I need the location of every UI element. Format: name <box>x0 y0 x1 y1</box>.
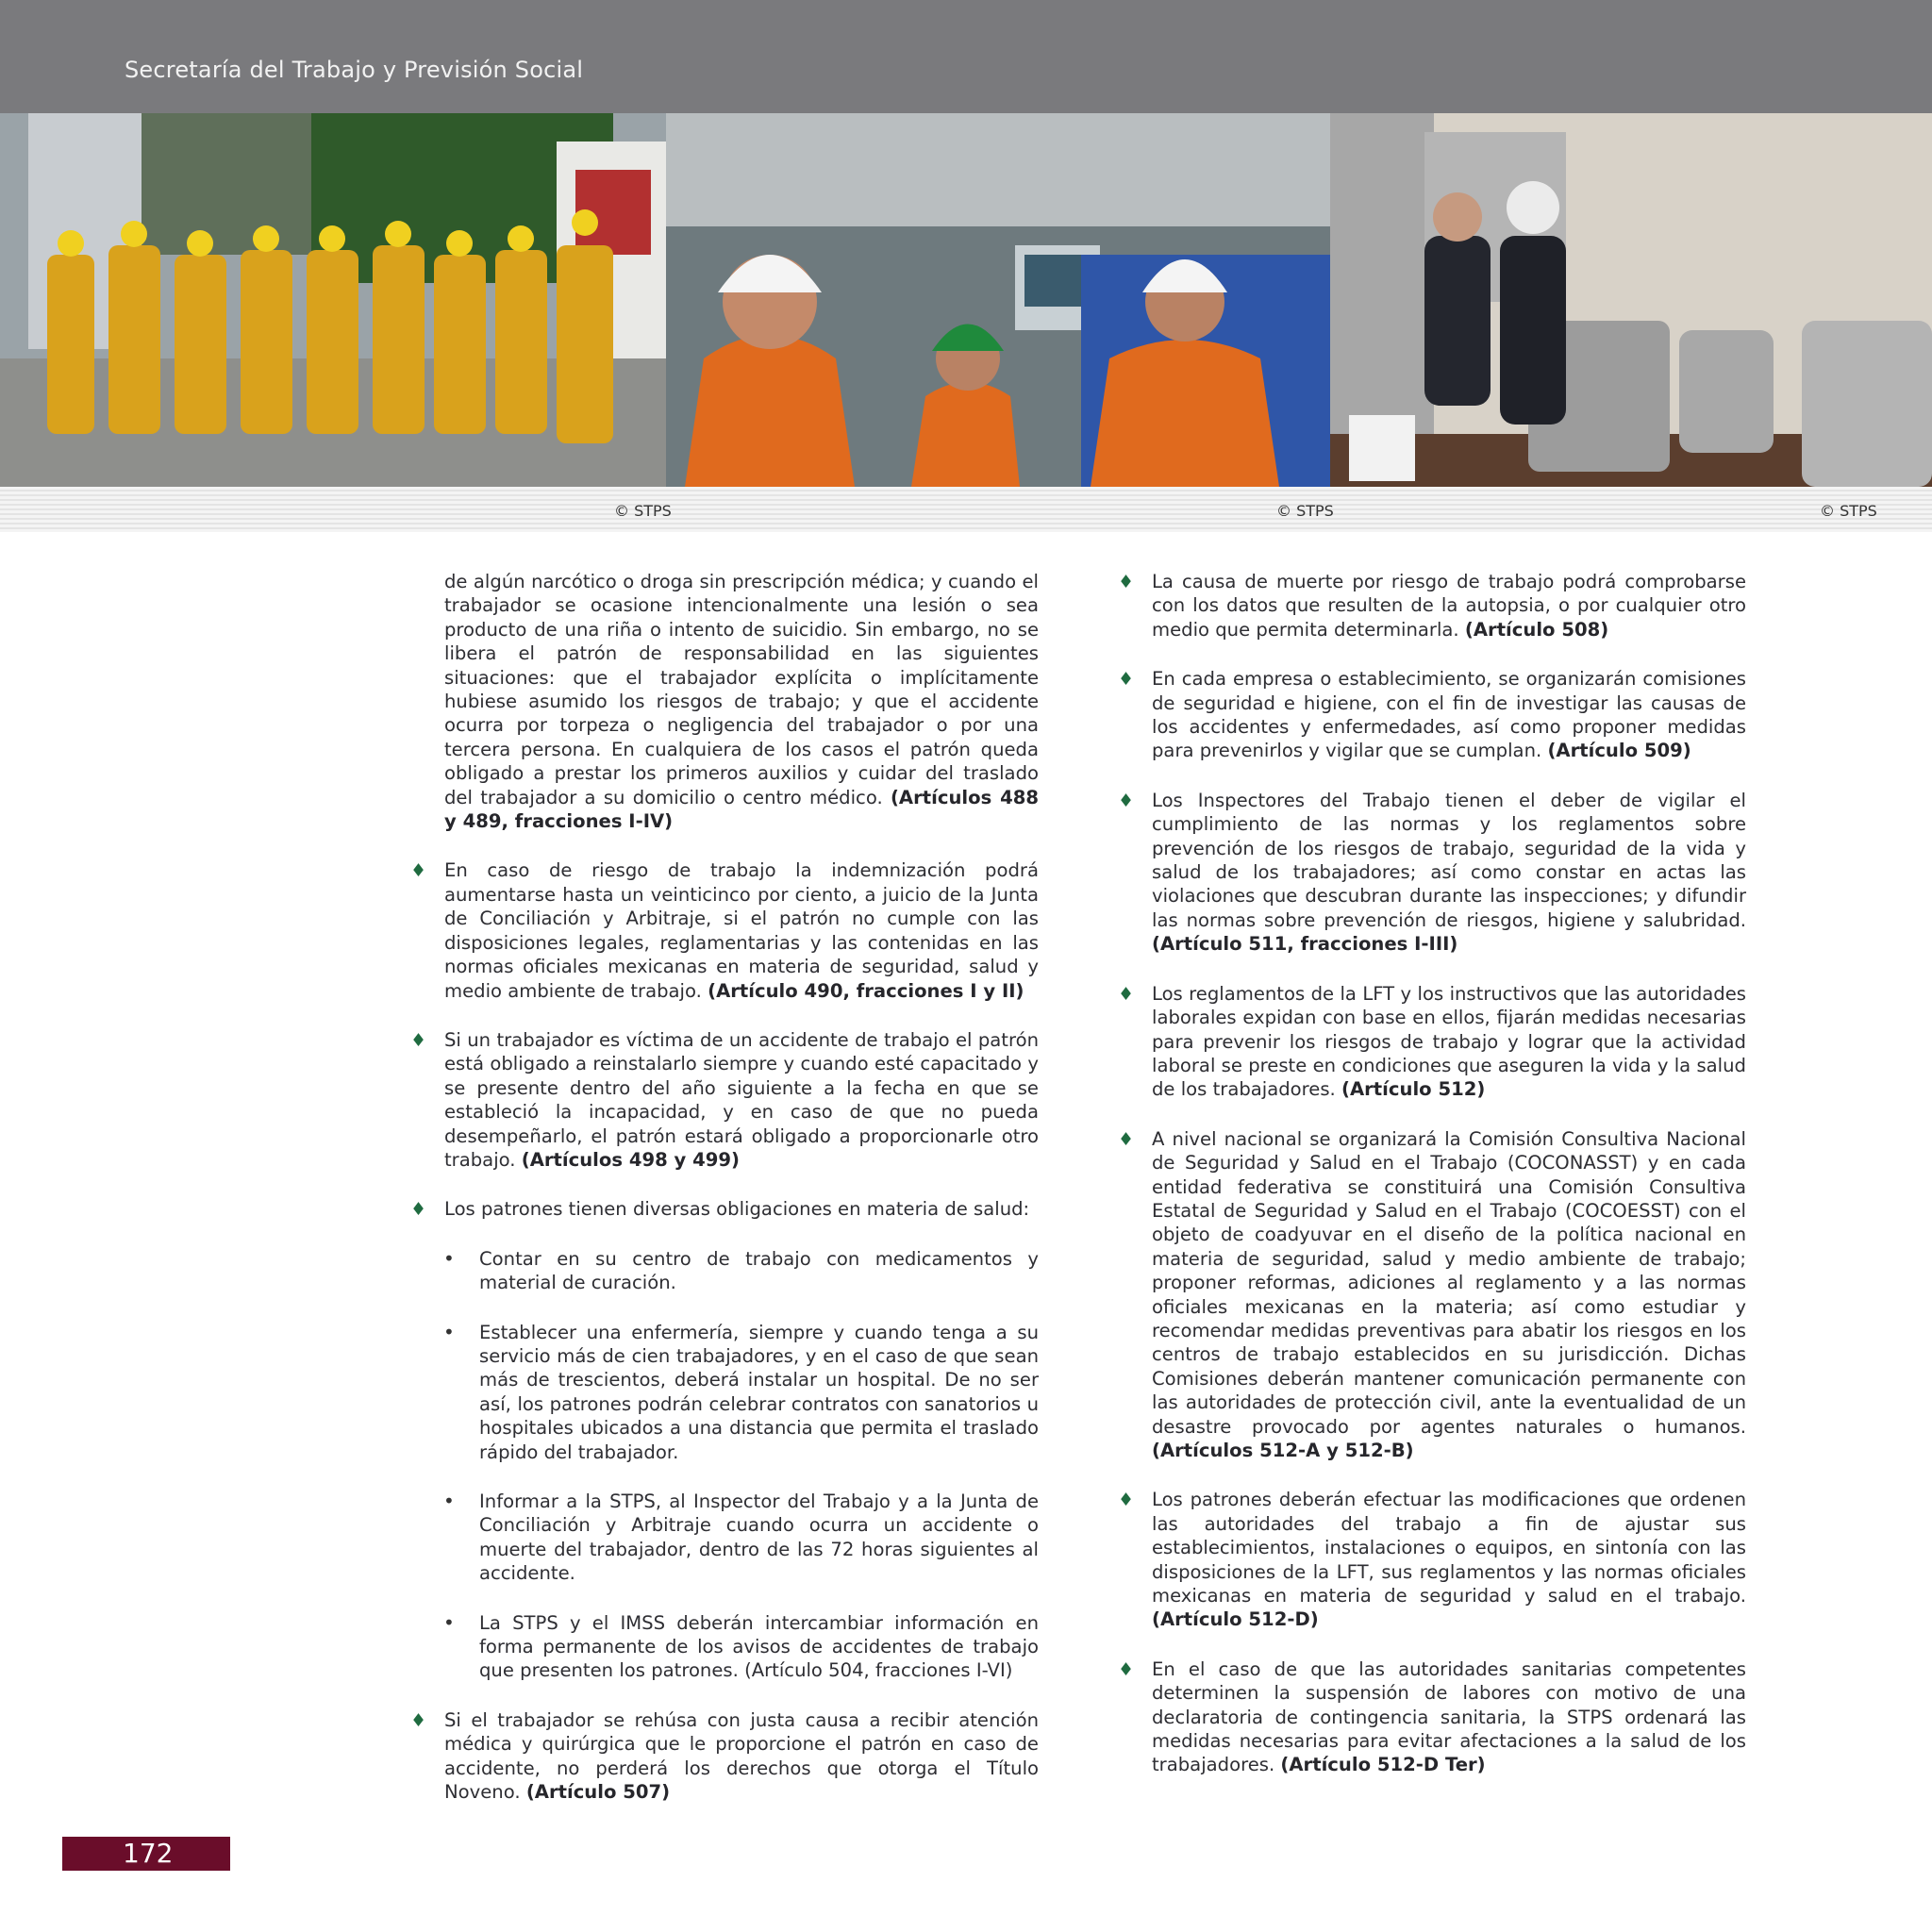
article-reference: (Artículo 512-D) <box>1152 1608 1319 1631</box>
diamond-icon: ♦ <box>1118 790 1135 811</box>
list-item <box>410 1028 1039 1172</box>
list-item <box>410 858 1039 1002</box>
list-item <box>1118 667 1746 763</box>
list-item <box>1118 1488 1746 1631</box>
item-text: Los Inspectores del Trabajo tienen el deber de vigilar el cumplimiento de las normas y los reglamentos sobre prevención de los riesgos de trabajo, seguridad de la vida y salud de los trabajadores; así como constar en actas las violaciones que descubran durante las inspecciones; y difundir las normas sobre prevención de riesgos, higiene y salubridad. <box>1152 789 1746 931</box>
diamond-icon: ♦ <box>1118 572 1135 592</box>
sub-list-item <box>443 1246 1039 1295</box>
diamond-icon: ♦ <box>410 1709 427 1731</box>
item-text: A nivel nacional se organizará la Comisión Consultiva Nacional de Seguridad y Salud en el Trabajo (COCONASST) y en cada entidad federativa se constituirá una Comisión Consultiva Estatal de Seguridad y Salud en el Trabajo (COCOESST) con el objeto de coadyuvar en el diseño de la política nacional en materia de seguridad, salud y medio ambiente de trabajo; proponer reformas, adiciones al reglamento y a las normas oficiales mexicanas en la materia; así como estudiar y recomendar medidas preventivas para abatir los riesgos en los centros de trabajo establecidos en su jurisdicción. Dichas Comisiones deberán mantener comunicación permanente con las autoridades de protección civil, ante la eventualidad de un desastre provocado por agentes naturales o humanos. <box>1152 1127 1746 1438</box>
article-reference: (Artículos 498 y 499) <box>521 1148 741 1171</box>
item-text: En cada empresa o establecimiento, se organizarán comisiones de seguridad e higiene, con el fin de investigar las causas de los accidentes y enfermedades, así como proponer medidas para prevenirlos y vigilar que se cumplan. <box>1152 668 1746 762</box>
photo-control-panel <box>666 113 1330 487</box>
paragraph-text: de algún narcótico o droga sin prescripción médica; y cuando el trabajador se ocasione intencionalmente una lesión o sea producto de una riña o intento de suicidio. Sin embargo, no se libera el patrón de responsabilidad en las siguientes situaciones: que el trabajador explícita o implícitamente hubiese asumido los riesgos de trabajo; y que el accidente ocurra por torpeza o negligencia del trabajador o por una tercera persona. En cualquiera de los casos el patrón queda obligado a prestar los primeros auxilios y cuidar del traslado del trabajador a su domicilio o centro médico. <box>444 571 1039 808</box>
diamond-icon: ♦ <box>1118 1658 1135 1680</box>
diamond-icon: ♦ <box>410 1029 427 1051</box>
list-item <box>1118 1657 1746 1777</box>
diamond-icon: ♦ <box>1118 1128 1135 1150</box>
item-text: Informar a la STPS, al Inspector del Trabajo y a la Junta de Conciliación y Arbitraje cuando ocurra un accidente o muerte del trabajador, dentro de las 72 horas siguientes al accidente. <box>479 1491 1039 1585</box>
photo-credit: © STPS <box>1276 502 1334 520</box>
bullet-icon: • <box>443 1320 455 1343</box>
bullet-icon: • <box>443 1490 455 1512</box>
diamond-icon: ♦ <box>1118 669 1135 691</box>
list-item <box>1118 789 1746 957</box>
item-text: Si el trabajador se rehúsa con justa causa a recibir atención médica y quirúrgica que le proporcione el patrón en caso de accidente, no perderá los derechos que otorga el Título Noveno. <box>444 1708 1039 1804</box>
item-text: La causa de muerte por riesgo de trabajo podrá comprobarse con los datos que resulten de la autopsia, o por cualquier otro medio que permita determinarla. <box>1152 571 1746 641</box>
item-text: La STPS y el IMSS deberán intercambiar información en forma permanente de los avisos de accidentes de trabajo que presenten los patrones. (Artículo 504, fracciones I-VI) <box>479 1611 1039 1682</box>
article-reference: (Artículo 508) <box>1464 618 1609 641</box>
item-text: Si un trabajador es víctima de un accidente de trabajo el patrón está obligado a reinstalarlo siempre y cuando esté capacitado y se presente dentro del año siguiente a la fecha en que se estableció la incapacidad, y en caso de que no pueda desempeñarlo, el patrón estará obligado a proporcionarle otro trabajo. <box>444 1028 1039 1171</box>
photo-strip <box>0 113 1932 487</box>
item-text: Los patrones tienen diversas obligaciones en materia de salud: <box>444 1198 1030 1221</box>
photo-credit: © STPS <box>614 502 672 520</box>
list-item <box>410 1197 1039 1221</box>
sub-list-item <box>443 1320 1039 1464</box>
list-item <box>1118 982 1746 1102</box>
article-reference: (Artículo 511, fracciones I-III) <box>1152 933 1458 956</box>
diamond-icon: ♦ <box>1118 1490 1135 1511</box>
article-reference: (Artículo 509) <box>1547 740 1691 762</box>
left-column <box>410 570 1039 1829</box>
item-text: Contar en su centro de trabajo con medicamentos y material de curación. <box>479 1247 1039 1294</box>
diamond-icon: ♦ <box>1118 983 1135 1005</box>
sub-list-item <box>443 1490 1039 1586</box>
photo-production-area <box>1330 113 1932 487</box>
list-item <box>1118 1127 1746 1463</box>
item-text: Establecer una enfermería, siempre y cuando tenga a su servicio más de cien trabajadores, y en el caso de que sean más de trescientos, deberá instalar un hospital. De no ser así, los patrones podrán celebrar contratos con sanatorios u hospitales ubicados a una distancia que permita el traslado rápido del trabajador. <box>479 1321 1039 1463</box>
bullet-icon: • <box>443 1246 455 1270</box>
item-text: Los patrones deberán efectuar las modificaciones que ordenen las autoridades del trabajo a fin de ajustar sus establecimientos, instalaciones o equipos, en sintonía con las disposiciones de la LFT, sus reglamentos y las normas oficiales mexicanas en materia de seguridad y salud en el trabajo. <box>1152 1489 1746 1607</box>
list-item <box>410 1708 1039 1805</box>
list-item <box>1118 570 1746 641</box>
article-reference: (Artículo 490, fracciones I y II) <box>708 979 1024 1002</box>
right-column <box>1118 570 1746 1803</box>
article-reference: (Artículos 512-A y 512-B) <box>1152 1440 1414 1461</box>
article-reference: (Artículos 488 y 489, fracciones I-IV) <box>444 786 1039 833</box>
photo-firefighters <box>0 113 666 487</box>
article-reference: (Artículo 512) <box>1341 1078 1486 1101</box>
page-header-title: Secretaría del Trabajo y Previsión Social <box>125 57 584 83</box>
item-text: En caso de riesgo de trabajo la indemnización podrá aumentarse hasta un veinticinco por ciento, a juicio de la Junta de Conciliación y Arbitraje, si el patrón no cumple con las disposiciones legales, reglamentarias y las contenidas en las normas oficiales mexicanas en materia de seguridad, salud y medio ambiente de trabajo. <box>444 859 1039 1002</box>
item-text: Los reglamentos de la LFT y los instructivos que las autoridades laborales expidan con base en ellos, fijarán medidas necesarias para prevenir los riesgos de trabajo y lograr que la actividad laboral se preste en condiciones que aseguren la vida y la salud de los trabajadores. <box>1152 982 1746 1101</box>
photo-credit: © STPS <box>1820 502 1877 520</box>
item-text: En el caso de que las autoridades sanitarias competentes determinen la suspensión de labores con motivo de una declaratoria de contingencia sanitaria, la STPS ordenará las medidas necesarias para evitar afectaciones a la salud de los trabajadores. <box>1152 1657 1746 1776</box>
intro-paragraph <box>444 570 1039 833</box>
sub-list-item <box>443 1610 1039 1683</box>
article-reference: (Artículo 507) <box>525 1781 671 1804</box>
page-number: 172 <box>62 1837 230 1871</box>
diamond-icon: ♦ <box>410 860 427 882</box>
photo-caption-band <box>0 487 1932 532</box>
diamond-icon: ♦ <box>410 1199 427 1221</box>
article-reference: (Artículo 512-D Ter) <box>1280 1754 1486 1776</box>
bullet-icon: • <box>443 1610 455 1634</box>
